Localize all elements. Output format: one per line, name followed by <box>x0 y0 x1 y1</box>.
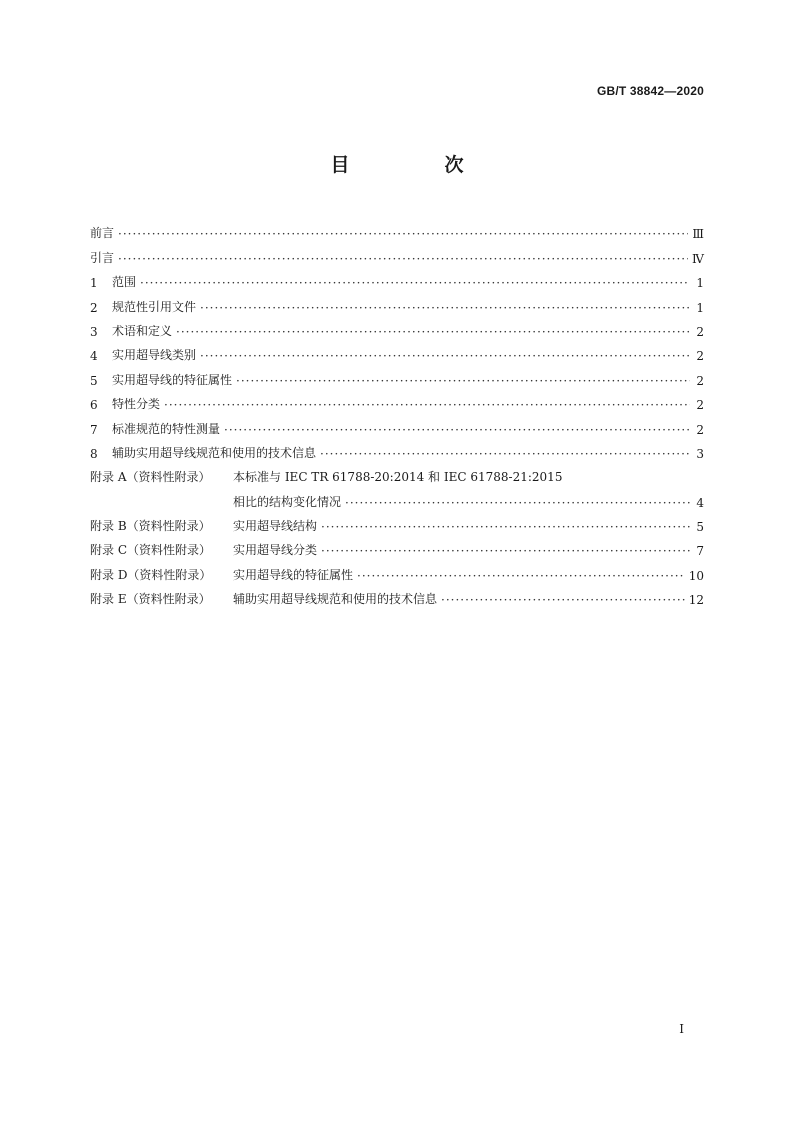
toc-entry-page: 3 <box>696 446 704 461</box>
toc-entry-page: 2 <box>696 422 704 437</box>
toc-entry-label: 范围 <box>112 275 137 290</box>
toc-entry-chapter-2[interactable] <box>90 290 704 314</box>
toc-entry-appendix-b[interactable] <box>90 510 704 534</box>
appendix-prefix: 附录 E（资料性附录） <box>90 592 211 607</box>
leader-dots <box>118 252 688 266</box>
toc-entry-page: 12 <box>688 593 704 608</box>
toc-entry-label: 辅助实用超导线规范和使用的技术信息 <box>112 445 317 460</box>
toc-entry-label: 特性分类 <box>112 397 161 412</box>
toc-entry-page: 2 <box>696 373 704 388</box>
toc-entry-label: 实用超导线的特征属性 <box>112 372 233 387</box>
toc-entry-label: 标准规范的特性测量 <box>112 421 221 436</box>
toc-entry-page: 5 <box>696 520 704 535</box>
toc-entry-page: 4 <box>696 495 704 510</box>
appendix-prefix: 附录 B（资料性附录） <box>90 519 211 534</box>
toc-entry-preface[interactable] <box>90 217 704 241</box>
leader-dots <box>320 447 690 461</box>
toc-entry-appendix-a[interactable] <box>90 461 704 485</box>
standard-code: GB/T 38842—2020 <box>596 84 704 98</box>
toc-entry-chapter-1[interactable] <box>90 266 704 290</box>
toc-entry-page: 7 <box>696 544 704 559</box>
appendix-prefix: 附录 C（资料性附录） <box>90 543 211 558</box>
leader-dots <box>321 520 690 534</box>
toc-entry-page: 10 <box>688 568 704 583</box>
leader-dots <box>164 398 690 412</box>
toc-entry-appendix-e[interactable] <box>90 583 704 607</box>
toc-entry-label: 实用超导线的特征属性 <box>233 567 354 582</box>
leader-dots <box>224 423 690 437</box>
leader-dots <box>140 276 690 290</box>
toc-entry-chapter-6[interactable] <box>90 388 704 412</box>
toc-entry-label: 引言 <box>90 250 115 265</box>
page-title: 目 次 <box>330 154 502 176</box>
table-of-contents <box>90 217 704 607</box>
toc-entry-chapter-8[interactable] <box>90 437 704 461</box>
toc-entry-number: 3 <box>90 324 98 339</box>
toc-entry-page: 2 <box>696 398 704 413</box>
toc-entry-chapter-7[interactable] <box>90 412 704 436</box>
toc-entry-label: 本标准与 IEC TR 61788-20:2014 和 IEC 61788-21:2015 <box>233 470 563 485</box>
leader-dots <box>176 325 690 339</box>
toc-entry-page: 2 <box>696 349 704 364</box>
toc-entry-number: 7 <box>90 422 98 437</box>
leader-dots <box>321 544 690 558</box>
appendix-prefix: 附录 A（资料性附录） <box>90 470 211 485</box>
toc-entry-page: Ⅲ <box>692 227 704 242</box>
leader-dots <box>200 301 690 315</box>
leader-dots <box>118 227 688 241</box>
toc-entry-number: 2 <box>90 300 98 315</box>
leader-dots <box>441 593 685 607</box>
toc-entry-label: 术语和定义 <box>112 323 173 338</box>
toc-entry-page: 1 <box>696 300 704 315</box>
page-number: I <box>679 1022 684 1036</box>
toc-entry-number: 1 <box>90 276 98 291</box>
toc-entry-label: 实用超导线类别 <box>112 348 197 363</box>
toc-entry-appendix-a-continued[interactable] <box>90 485 704 509</box>
toc-entry-appendix-c[interactable] <box>90 534 704 558</box>
leader-dots <box>200 349 690 363</box>
toc-entry-chapter-4[interactable] <box>90 339 704 363</box>
toc-entry-label: 实用超导线分类 <box>233 543 318 558</box>
toc-entry-number: 8 <box>90 446 98 461</box>
toc-entry-page: Ⅳ <box>692 251 704 266</box>
toc-entry-label: 规范性引用文件 <box>112 299 197 314</box>
toc-entry-page: 2 <box>696 324 704 339</box>
toc-entry-label: 前言 <box>90 226 115 241</box>
toc-entry-number: 6 <box>90 398 98 413</box>
toc-entry-page: 1 <box>696 276 704 291</box>
toc-entry-number: 5 <box>90 373 98 388</box>
appendix-prefix: 附录 D（资料性附录） <box>90 567 212 582</box>
leader-dots <box>357 569 685 583</box>
toc-entry-chapter-5[interactable] <box>90 363 704 387</box>
toc-entry-introduction[interactable] <box>90 241 704 265</box>
toc-entry-chapter-3[interactable] <box>90 315 704 339</box>
toc-entry-number: 4 <box>90 349 98 364</box>
toc-entry-label: 辅助实用超导线规范和使用的技术信息 <box>233 592 438 607</box>
toc-entry-label: 实用超导线结构 <box>233 519 318 534</box>
toc-entry-label: 相比的结构变化情况 <box>233 494 342 509</box>
toc-entry-appendix-d[interactable] <box>90 558 704 582</box>
leader-dots <box>345 496 690 510</box>
leader-dots <box>236 374 690 388</box>
